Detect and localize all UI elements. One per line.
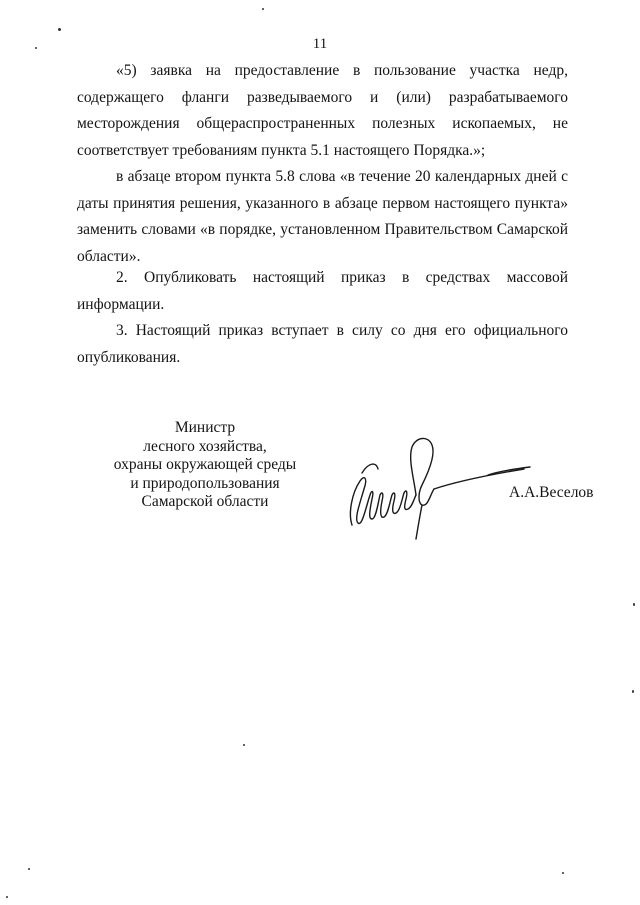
scan-speck [58,28,61,31]
signatory-title-line: лесного хозяйства, [143,437,267,455]
signatory-title-line: охраны окружающей среды [113,456,297,473]
scan-speck [632,690,634,693]
scan-speck [633,603,635,606]
scan-speck [262,8,264,10]
paragraph-line: даты принятия решения, указанного в абзаце первом настоящего пункта» [77,194,568,212]
scan-speck [6,896,8,898]
signatory-title-line: Министр [174,419,236,436]
page-number: 11 [312,36,328,52]
signatory-title [100,419,310,512]
signatory-title-line: Самарской области [141,493,269,510]
paragraph-amendment-item-5 [77,58,568,164]
handwritten-signature [338,433,538,543]
paragraph-line: 2. Опубликовать настоящий приказ в средствах массовой [116,269,568,286]
scan-speck [243,744,245,746]
paragraph-amendment-item-5-8 [77,164,568,270]
signatory-title-line: и природопользования [130,474,280,492]
paragraph-line: 3. Настоящий приказ вступает в силу со дня его официального [116,322,568,339]
paragraph-line: месторождения общераспространенных полезных ископаемых, не [77,115,568,132]
paragraph-line: заменить словами «в порядке, установленном Правительством Самарской [77,221,568,238]
paragraph-entry-into-force [77,318,568,371]
paragraph-line: «5) заявка на предоставление в пользование участка недр, [116,62,568,79]
scan-speck [562,872,564,874]
paragraph-line: соответствует требованиям пункта 5.1 настоящего Порядка.»; [77,141,486,159]
paragraph-line: информации. [77,295,165,313]
paragraph-line: опубликования. [77,348,181,366]
signer-name: А.А.Веселов [509,484,594,501]
paragraph-publish-order [77,265,568,318]
paragraph-line: в абзаце втором пункта 5.8 слова «в течение 20 календарных дней с [116,168,568,185]
paragraph-line: содержащего фланги разведываемого и (или) разрабатываемого [77,88,568,106]
scan-speck [28,868,30,870]
paragraph-line: области». [77,247,141,265]
scan-speck [35,47,37,49]
